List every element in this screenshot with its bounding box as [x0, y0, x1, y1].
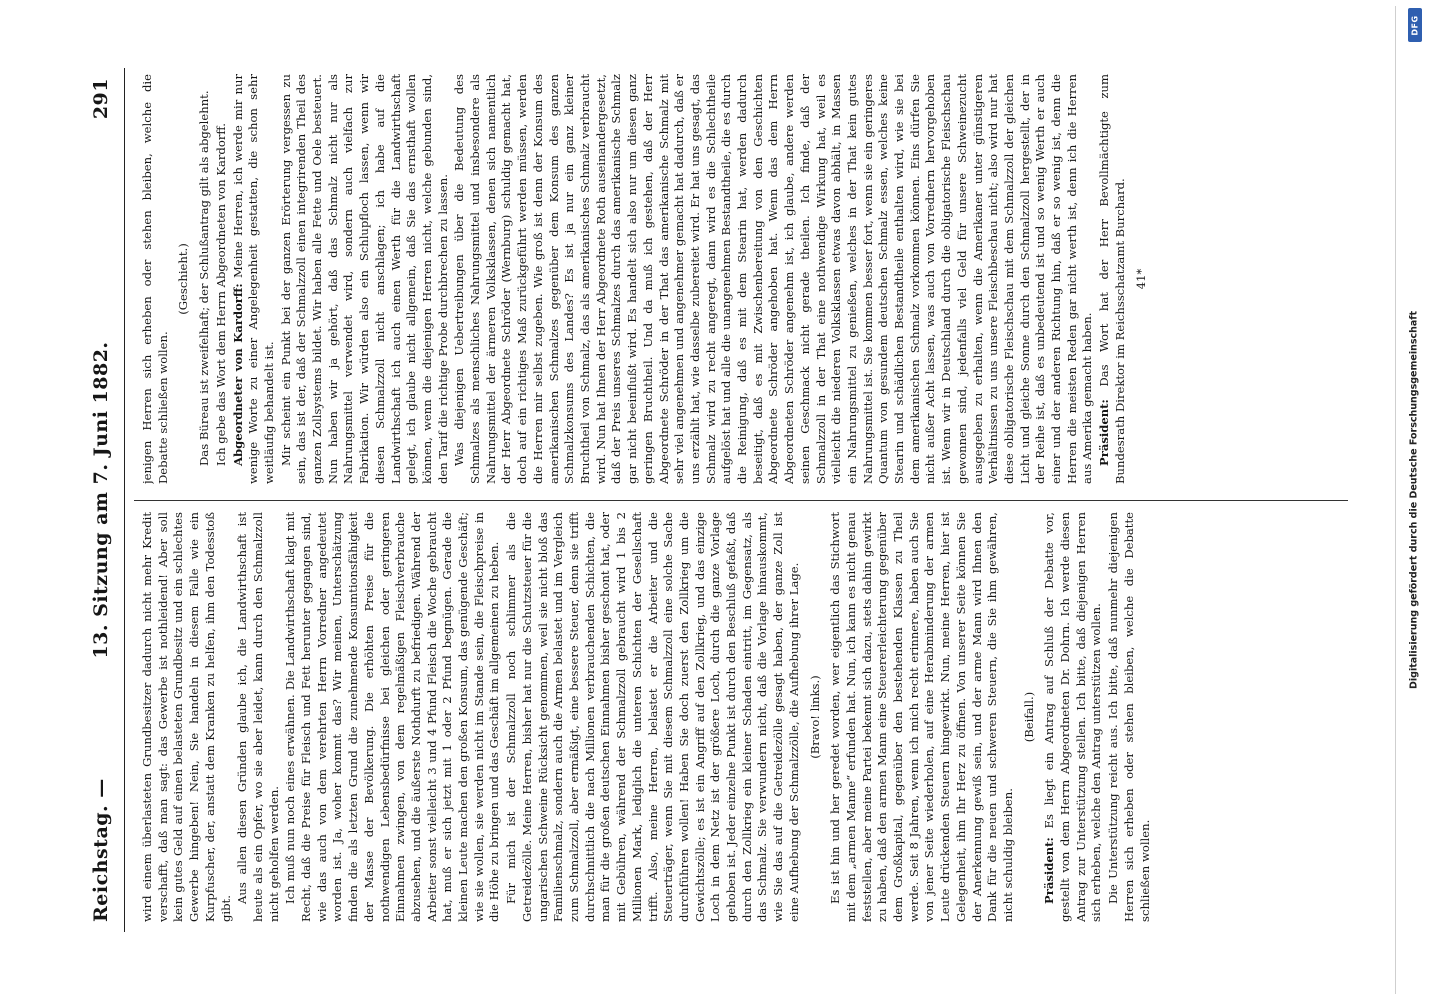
right-para: Was diejenigen Uebertreibungen über die Bedeutung des Schmalzes als menschliches Nahrungsmittel und insbesondere als Nahrungsmittel der ärmeren Volksklassen, denen sich namentlich der Herr Abgeordnete Schröder (Wernburg) schuldig gemacht hat, doch auf ein richtiges Maß zurückgeführt werden müssen, werden die Herren mir selbst zugeben. Wie groß ist denn der Konsum des amerikanischen Schmalzes gegenüber dem Konsum des ganzen Schmalzkonsums des Landes? Es ist ja nur ein ganz kleiner Bruchtheil von Schmalz, das als amerikanisches Schmalz verbraucht wird. Nun hat Ihnen der Herr Abgeordnete Roth auseinandergesetzt, daß der Preis unseres Schmalzes durch das amerikanische Schmalz gar nicht beeinflußt wird. Es handelt sich also nur um diesen ganz geringen Bruchtheil. Und da muß ich gestehen, daß der Herr Abgeordnete Schröder in der That das amerikanische Schmalz mit sehr viel angenehmen und angenehmer gemacht hat dadurch, daß er uns erzählt hat, wie dasselbe zubereitet wird. Er hat uns gesagt, das Schmalz wird zu recht angeregt, dann wird es die Schlechtheile aufgelöst hat und alle die unangenehmen Bestandtheile, die es durch die Reinigung, daß es mit dem Stearin hat, werden dadurch beseitigt, daß es mit Zwischenbereitung von den Geschichten Abgeordnete Schröder angehoben hat. Wenn das dem Herrn Abgeordneten Schröder angenehm ist, ich glaube, andere werden seinen Geschmack nicht gerade theilen. Ich finde, daß der Schmalzzoll in der That eine nothwendige Wirkung hat, weil es vielleicht die niederen Volksklassen etwas davon abhält, in Massen ein Nahrungsmittel zu genießen, welches in der That kein gutes Nahrungsmittel ist. Sie kommen besser fort, wenn sie ein geringeres Quantum von gesundem deutschen Schmalz essen, welches keine Stearin und schädlichen Bestandtheile enthalten wird, wie sie bei dem amerikanischen Schmalz vorkommen können. Eins dürfen Sie nicht außer Acht lassen, was auch von Vorrednern hervorgehoben ist. Wenn wir in Deutschland durch die obligatorische Fleischschau gewonnen sind, jedenfalls viel Geld für unsere Schweinezucht ausgegeben zu erhalten, wenn die Amerikaner unter günstigeren Verhältnissen zu uns unsere Fleischbeschau nicht; also wird nur hat diese obligatorische Fleischschau mit dem Schmalzzoll der gleichen Licht und gleiche Sonne durch den Schmalzzoll hergestellt, der in der Reihe ist, daß es unbedeutend ist und so wenig Werth er auch einer und der anderen Richtung hin, daß er so wenig ist, denn die Herren die meisten Reden gar nicht werth ist, denn ich die Herren aus Amerika gemacht haben.	[452, 74, 1095, 484]
left-para: Ich muß nun noch eines erwähnen. Die Landwirthschaft klagt mit Recht, daß die Preise für Fleisch und Fett herunter gegangen sind, wie das auch von dem verehrten Herrn Vorredner angedeutet worden ist. Ja, woher kommt das? Wir meinen, Unterschätzung finden die als letzten Grund die zunehmende Konsumtionsfähigkeit der Masse der Bevölkerung. Die erhöhten Preise für die nothwendigen Lebensbedürfnisse bei gleichen oder geringeren Einnahmen zwingen, von dem regelmäßigen Fleischverbrauche abzusehen, und die äußerste Nothdurft zu befriedigen. Während der Arbeiter sonst vielleicht 3 und 4 Pfund Fleisch die Woche gebraucht hat, muß er sich jetzt mit 1 oder 2 Pfund begnügen. Gerade die kleinen Leute machen den großen Konsum, das genügende Geschäft; wie sie wollen, sie werden nicht im Stande sein, die Fleischpreise in die Höhe zu bringen und das Geschäft im allgemeinen zu heben.	[283, 512, 502, 922]
right-para: Mir scheint ein Punkt bei der ganzen Erörterung vergessen zu sein, das ist der, daß der Schmalzzoll einen integrirenden Theil des ganzen Zollsystems bildet. Wir haben alle Fette und Oele besteuert. Nun haben wir ja gehört, daß das Schmalz nicht nur als Nahrungsmittel verwendet wird, sondern auch vielfach zur Fabrikation. Wir würden also ein Schlupfloch lassen, wenn wir diesen Schmalzzoll nicht anschlagen; ich habe auf die Landwirthschaft ich auch einen Werth für die Landwirthschaft gelegt, ich glaube nicht allgemein, daß Sie das ernsthaft wollen können, wenn die diejenigen Herren nicht, welche gebunden sind, den Tarif die richtige Probe durchbrechen zu lassen.	[278, 74, 450, 484]
right-stage-note: (Geschieht.)	[176, 243, 191, 315]
right-para: Abgeordneter von Kardorff: Meine Herren, ich werde mir nur wenige Worte zu einer Angelegenheit gestatten, die schon sehr weitläufig behandelt ist.	[230, 74, 276, 484]
speaker-name: Präsident:	[1097, 399, 1112, 466]
signature-mark: 41*	[1133, 268, 1148, 290]
speaker-name: Abgeordneter von Kardorff:	[230, 283, 245, 466]
right-para: Ich gebe das Wort dem Herrn Abgeordneten von Kardorff.	[213, 123, 228, 466]
header-title: 13. Sitzung am 7. Juni 1882.	[90, 341, 112, 659]
left-para: Aus allen diesen Gründen glaube ich, die Landwirthschaft ist heute als ein Opfer, wo sie aber leidet, kann durch den Schmalzzoll nicht geholfen werden.	[235, 512, 281, 922]
left-stage-note: (Beifall.)	[1021, 691, 1036, 743]
left-stage-note: (Bravo! links.)	[807, 675, 822, 759]
right-para: Das Büreau ist zweifelhaft; der Schlußantrag gilt als abgelehnt.	[197, 90, 212, 466]
left-column	[140, 512, 1342, 922]
digitization-credit: Digitalisierung gefördert durch die Deutsche Forschungsgemeinschaft	[1408, 311, 1420, 689]
dfg-logo: DFG	[1408, 8, 1422, 42]
page-header	[84, 68, 125, 932]
right-column	[140, 74, 1342, 484]
header-left: Reichstag. —	[90, 778, 112, 922]
left-para: Es ist hin und her geredet worden, wer eigentlich das Stichwort mit dem „armen Manne“ erfunden hat. Nun, ich kann es nicht genau feststellen, aber meine Partei bekennt sich dazu, stets dahin gewirkt zu haben, daß den armen Mann eine Steuererleichterung gegenüber dem Großkapital, gegenüber den bestehenden Klassen zu Theil werde. Seit 8 Jahren, wenn ich mich recht erinnere, haben auch Sie von jener Seite wiederholen, auf eine Herabminderung der armen Leute drückenden Steuern hingewirkt. Nun, meine Herren, hier ist Gelegenheit, ihm Ihr Herz zu öffnen. Von unserer Seite können Sie der Anerkennung gewiß sein, und der arme Mann wird Ihnen den Dank für die neuen und schweren Steuern, die Sie ihm gewähren, nicht schuldig bleiben.	[828, 512, 1015, 922]
right-para: jenigen Herren sich erheben oder stehen bleiben, welche die Debatte schließen wollen.	[140, 74, 170, 484]
left-para: Präsident: Es liegt ein Antrag auf Schluß der Debatte vor, gestellt von dem Herrn Abgeordneten Dr. Dohrn. Ich werde diesen Antrag zur Unterstützung stellen. Ich bitte, daß diejenigen Herren sich erheben, welche den Antrag unterstützen wollen.	[1042, 512, 1104, 922]
page-number: 291	[90, 78, 112, 120]
right-para: Präsident: Das Wort hat der Herr Bevollmächtigte zum Bundesrath Direktor im Reichsschatzamt Burchard.	[1097, 74, 1127, 484]
rotated-page	[76, 40, 1356, 960]
speaker-name: Präsident:	[1042, 837, 1057, 904]
left-para: Die Unterstützung reicht aus. Ich bitte, daß nunmehr diejenigen Herren sich erheben oder stehen bleiben, welche die Debatte schließen wollen.	[1106, 512, 1152, 922]
margin-rule	[1395, 6, 1396, 994]
left-para: Für mich ist der Schmalzzoll noch schlimmer als die Getreidezölle. Meine Herren, bisher hat nur die Schutzsteuer für die ungarischen Schweine Rücksicht genommen, weil sie nicht bloß das Familienschmalz, sondern auch die Armen belastet und im Vergleich zum Schmalzzoll, aber ermäßigt, eine bessere Steuer, denn sie trifft durchschnittlich die nach Millionen verbrauchenden Schichten, die man für die großen deutschen Einnahmen bisher geschont hat, oder mit Gebühren, während der Schmalzzoll gebraucht wird 1 bis 2 Millionen Mark, lediglich die unteren Schichten der Gesellschaft trifft. Also, meine Herren, belastet er die Arbeiter und die Steuerträger, wenn Sie mit diesem Schmalzzoll eine solche Sache durchführen wollen! Haben Sie doch zuerst den Zollkrieg um die Gewichtszölle; es ist ein Angriff auf den Zollkrieg, und das einzige Loch in dem Netz ist der größere Loch, durch die ganze Vorlage gehoben ist. Jeder einzelne Punkt ist durch den Beschluß gefaßt, daß durch den Zollkrieg ein kleiner Schaden eintritt, im Gegensatz, als das Schmalz. Sie verwundern nicht, daß die Vorlage hinauskommt, wie Sie das auf die Getreidezölle gesagt haben, der ganze Zoll ist eine Aufhebung der Schmalzzölle, die Aufhebung ihrer Lage.	[504, 512, 801, 922]
left-para: wird einem überlasteten Grundbesitzer dadurch nicht mehr Kredit verschafft, daß man sagt: das Gewerbe ist nothleidend! Aber soll kein gutes Geld auf einen belasteten Grundbesitz und ein schlechtes Gewerbe hingeben! Nein, Sie handeln in diesem Falle wie ein Kurpfuscher, der, anstatt dem Kranken zu helfen, ihm den Todesstoß gibt.	[140, 512, 233, 922]
column-divider	[134, 500, 1348, 501]
